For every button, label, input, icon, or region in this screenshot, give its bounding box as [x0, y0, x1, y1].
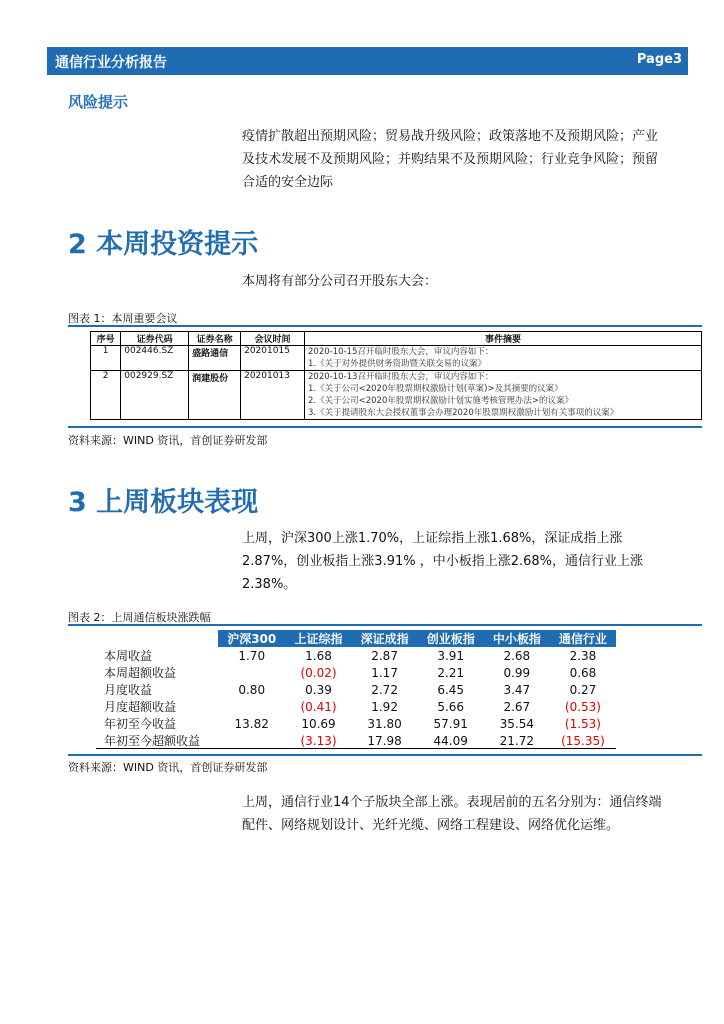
row-no: 1	[91, 346, 121, 371]
row-no: 2	[91, 371, 121, 420]
cell: 10.69	[301, 716, 336, 731]
event-line: 1.《关于对外提供财务资助暨关联交易的议案》	[308, 359, 487, 369]
row-name: 润建股份	[189, 371, 241, 420]
table2-inner-rule	[96, 748, 616, 749]
table1-top-rule	[68, 325, 702, 327]
col-header: 证券代码	[121, 332, 189, 346]
cell: 1.68	[305, 648, 332, 663]
table2-caption: 图表 2：上周通信板块涨跌幅	[68, 611, 211, 624]
table1-bottom-rule	[68, 426, 702, 428]
table-row	[91, 371, 702, 420]
cell: 6.45	[437, 682, 465, 697]
table1-source: 资料来源：WIND 资讯，首创证券研发部	[68, 434, 268, 447]
cell: 0.80	[238, 682, 266, 697]
event-line: 3.《关于提请股东大会授权董事会办理2020年股票期权激励计划有关事项的议案》	[308, 408, 619, 418]
row-label: 年初至今收益	[104, 717, 177, 731]
cell	[218, 664, 285, 681]
cell: (0.53)	[564, 699, 601, 714]
col-header: 会议时间	[241, 332, 305, 346]
cell: 1.70	[238, 648, 266, 663]
row-date: 20201013	[241, 371, 305, 420]
cell: 57.91	[433, 716, 468, 731]
section2-intro: 本周将有部分公司召开股东大会：	[242, 274, 438, 289]
event-line: 1.《关于公司<2020年股票期权激励计划(草案)>及其摘要的议案》	[308, 384, 563, 394]
risk-heading: 风险提示	[68, 93, 129, 111]
cell: 0.99	[503, 665, 531, 680]
col-header: 上证综指	[285, 630, 351, 647]
col-header: 序号	[91, 332, 121, 346]
cell: (15.35)	[561, 733, 605, 748]
section2-heading: 2 本周投资提示	[68, 229, 259, 260]
col-header: 证券名称	[189, 332, 241, 346]
cell: 2.68	[503, 648, 531, 663]
section3-heading: 3 上周板块表现	[68, 487, 259, 518]
row-events	[305, 371, 702, 420]
cell: (0.02)	[300, 665, 337, 680]
table1-caption: 图表 1：本周重要会议	[68, 312, 178, 325]
table-row	[96, 681, 616, 698]
table-row	[96, 715, 616, 732]
row-label: 月度收益	[104, 683, 153, 697]
cell: 2.38	[569, 648, 597, 663]
cell: 35.54	[499, 716, 534, 731]
cell: 0.27	[569, 682, 597, 697]
col-header: 事件摘要	[305, 332, 702, 346]
cell: 3.47	[503, 682, 531, 697]
page-header	[47, 47, 688, 75]
cell: 3.91	[437, 648, 465, 663]
cell: 2.21	[437, 665, 465, 680]
cell: 2.72	[371, 682, 398, 697]
cell: 13.82	[234, 716, 269, 731]
cell: 17.98	[367, 733, 402, 748]
cell: 1.92	[371, 699, 398, 714]
cell	[218, 698, 285, 715]
row-code: 002446.SZ	[121, 346, 189, 371]
row-name: 盛路通信	[189, 346, 241, 371]
table2-bottom-rule	[68, 754, 702, 756]
cell: 31.80	[367, 716, 402, 731]
cell: 5.66	[437, 699, 465, 714]
cell: 1.17	[371, 665, 398, 680]
page-number: Page3	[636, 52, 682, 67]
table-row	[96, 664, 616, 681]
cell: 0.68	[569, 665, 597, 680]
row-label: 本周收益	[104, 649, 153, 663]
col-header: 创业板指	[418, 630, 484, 647]
row-events	[305, 346, 702, 371]
cell: 2.87	[371, 648, 398, 663]
col-header	[96, 630, 218, 647]
event-line: 2020-10-13召开临时股东大会，审议内容如下：	[308, 372, 494, 382]
cell: 21.72	[499, 733, 534, 748]
section3-summary: 上周，通信行业14个子版块全部上涨。表现居前的五名分别为：通信终端配件、网络规划设计、光纤光缆、网络工程建设、网络优化运维。	[242, 795, 662, 833]
cell: 44.09	[433, 733, 468, 748]
event-line: 2.《关于公司<2020年股票期权激励计划实施考核管理办法>的议案》	[308, 396, 573, 406]
cell: (3.13)	[300, 733, 337, 748]
row-code: 002929.SZ	[121, 371, 189, 420]
col-header: 通信行业	[550, 630, 616, 647]
table-row	[96, 698, 616, 715]
cell	[218, 732, 285, 749]
table-row	[96, 647, 616, 664]
col-header: 中小板指	[484, 630, 550, 647]
table2-top-rule	[68, 624, 702, 626]
table-row	[96, 732, 616, 749]
row-label: 年初至今超额收益	[104, 734, 201, 748]
cell: 0.39	[305, 682, 332, 697]
cell: 2.67	[503, 699, 531, 714]
cell: (1.53)	[564, 716, 601, 731]
table2-source: 资料来源：WIND 资讯，首创证券研发部	[68, 761, 268, 774]
row-label: 本周超额收益	[104, 666, 177, 680]
report-title: 通信行业分析报告	[55, 55, 167, 71]
section3-intro: 上周，沪深300上涨1.70%，上证综指上涨1.68%，深证成指上涨2.87%，创业板指上涨3.91% ，中小板指上涨2.68%，通信行业上涨2.38%。	[242, 531, 644, 592]
table-row	[91, 346, 702, 371]
row-date: 20201015	[241, 346, 305, 371]
col-header: 深证成指	[352, 630, 418, 647]
performance-table	[96, 630, 616, 749]
event-line: 2020-10-15召开临时股东大会，审议内容如下：	[308, 347, 494, 357]
meetings-table	[90, 331, 702, 420]
cell: (0.41)	[300, 699, 337, 714]
risk-text: 疫情扩散超出预期风险；贸易战升级风险；政策落地不及预期风险；产业及技术发展不及预期风险；并购结果不及预期风险；行业竞争风险；预留合适的安全边际	[242, 129, 659, 190]
col-header: 沪深300	[218, 630, 285, 647]
row-label: 月度超额收益	[104, 700, 177, 714]
